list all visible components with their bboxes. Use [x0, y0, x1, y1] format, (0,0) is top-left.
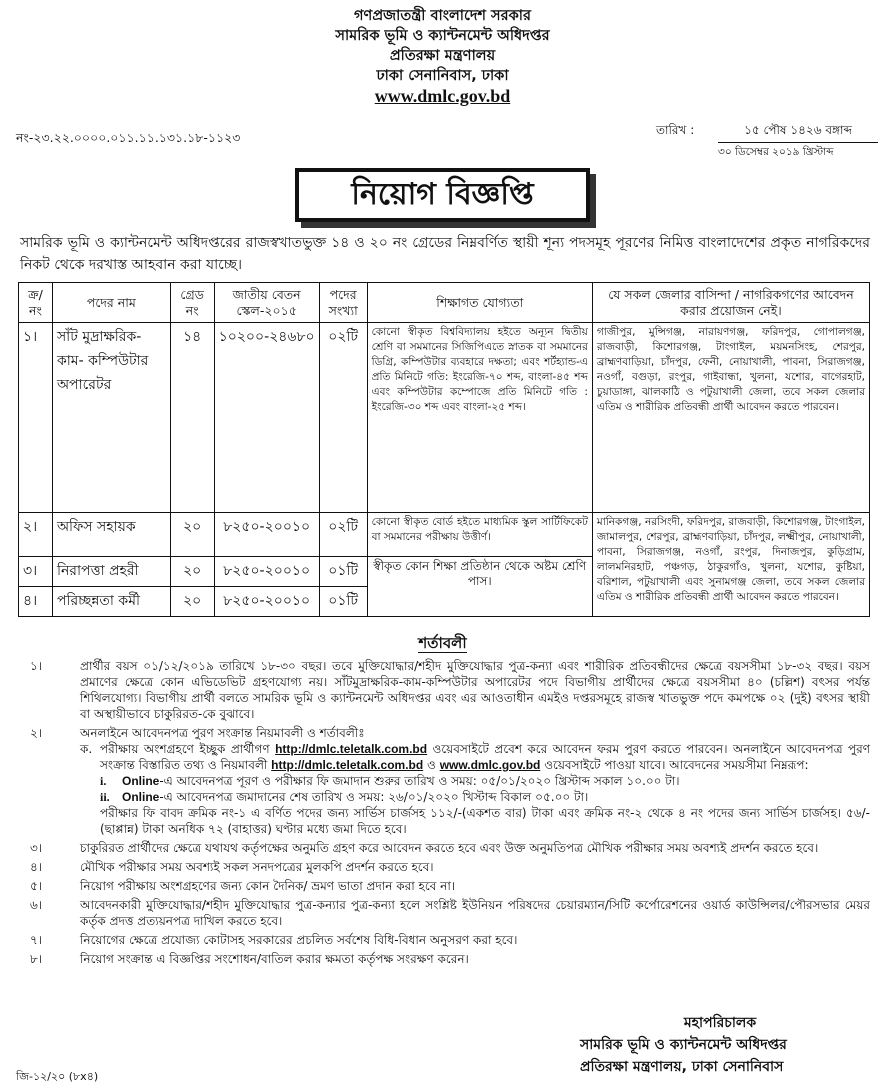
- cell-scale: ৮২৫০-২০০১০: [214, 587, 319, 617]
- sub-item: [80, 741, 870, 837]
- signatory-ministry: প্রতিরক্ষা মন্ত্রণালয়, ঢাকা সেনানিবাস: [580, 1059, 784, 1075]
- govt-title: গণপ্রজাতন্ত্রী বাংলাদেশ সরকার: [354, 8, 531, 24]
- cell-grade: ২০: [170, 513, 214, 557]
- cell-count: ০১টি: [319, 587, 367, 617]
- term-text: নিয়োগের ক্ষেত্রে প্রযোজ্য কোটাসহ সরকারের প্রচলিত সর্বশেষ বিধি-বিধান অনুসরণ করা হবে।: [80, 933, 518, 947]
- col-post-name: পদের নাম: [52, 283, 170, 323]
- term-text: নিয়োগ পরীক্ষায় অংশগ্রহণের জন্য কোন দৈনিক/ ভ্রমণ ভাতা প্রদান করা হবে না।: [80, 879, 456, 893]
- cell-count: ০২টি: [319, 323, 367, 513]
- website-link[interactable]: www.dmlc.gov.bd: [374, 86, 511, 106]
- term-online-rules: [80, 725, 870, 837]
- sub-text: [100, 741, 870, 837]
- cell-districts: মানিকগঞ্জ, নরসিংদী, ফরিদপুর, রাজবাড়ী, কিশোরগঞ্জ, টাংগাইল, জামালপুর, শেরপুর, ব্রাহ্মণবাড়িয়া, চাঁদপুর, লক্ষ্মীপুর, নোয়াখালী, পাবনা, সিরাজগঞ্জ, নওগাঁ, রংপুর, দিনাজপুর, কুড়িগ্রাম, লালমনিরহাট, পঞ্চগড়, ঠাকুরগাঁও, খুলনা, যশোর, কুষ্টিয়া, বরিশাল, পটুয়াখালী এবং সুনামগঞ্জ জেলা, তবে সকল জেলার এতিম ও শারীরিক প্রতিবন্ধী প্রার্থী আবেদন করতে পারবেন।: [592, 513, 869, 617]
- roman-number: ii.: [100, 790, 110, 804]
- cell-qualification: স্বীকৃত কোন শিক্ষা প্রতিষ্ঠান থেকে অষ্টম শ্রেণি পাস।: [367, 557, 592, 617]
- date-english: ৩০ ডিসেম্বর ২০১৯ খ্রিস্টাব্দ: [718, 146, 834, 158]
- cell-qualification: কোনো স্বীকৃত বোর্ড হইতে মাধ্যমিক স্কুল সার্টিফিকেট বা সমমানের পরীক্ষায় উত্তীর্ণ।: [367, 513, 592, 557]
- col-grade: গ্রেড নং: [170, 283, 214, 323]
- terms-title-text: শর্তাবলী: [418, 634, 467, 652]
- cell-grade: ২০: [170, 557, 214, 587]
- text-span: পরীক্ষায় অংশগ্রহণে ইচ্ছুক প্রার্থীগণ: [100, 742, 270, 756]
- schedule-item: [100, 773, 870, 789]
- table-row: [19, 323, 870, 513]
- dmlc-link[interactable]: www.dmlc.gov.bd: [439, 758, 541, 772]
- cell-scale: ১০২০০-২৪৬৮০: [214, 323, 319, 513]
- signature-block: [560, 1012, 880, 1078]
- term-number: ৭।: [30, 933, 43, 947]
- col-serial: ক্র/ নং: [19, 283, 53, 323]
- text-span: ওয়েবসাইটে প্রবেশ করে আবেদন ফরম পুরণ করতে পারবেন। অনলাইনে আবেদনপত্র পুরণ সংক্রান্ত বিস্তারিত তথ্য ও নিয়মাবলী: [100, 742, 870, 772]
- footer-code: জি-১২/২০ (৮x৪): [16, 1070, 99, 1083]
- ministry-name: প্রতিরক্ষা মন্ত্রণালয়: [389, 48, 496, 64]
- department-name: সামরিক ভূমি ও ক্যান্টনমেন্ট অধিদপ্তর: [335, 28, 550, 44]
- col-qualification: শিক্ষাগত যোগ্যতা: [367, 283, 592, 323]
- cell-serial: ৪।: [19, 587, 53, 617]
- term-number: ৫।: [30, 879, 43, 893]
- term-item: [30, 725, 870, 837]
- term-item: [30, 951, 870, 967]
- cell-scale: ৮২৫০-২০০১০: [214, 513, 319, 557]
- term-heading: অনলাইনে আবেদনপত্র পুরণ সংক্রান্ত নিয়মাবলী ও শর্তাবলীঃ: [80, 726, 365, 740]
- cell-post: নিরাপত্তা প্রহরী: [52, 557, 170, 587]
- fee-text: পরীক্ষার ফি বাবদ ক্রমিক নং-১ এ বর্ণিত পদের জন্য সার্ভিস চার্জসহ ১১২/-(একশত বার) টাকা এবং ক্রমিক নং-২ থেকে ৪ নং পদের জন্য সার্ভিস চার্জসহ। ৫৬/-(ছাপ্পান্ন) টাকা অনধিক ৭২ (বাহাত্তর) ঘণ্টার মধ্যে জমা দিতে হবে।: [100, 806, 870, 836]
- term-item: [30, 878, 870, 894]
- posts-table: [18, 282, 870, 617]
- cell-qualification: কোনো স্বীকৃত বিশ্ববিদ্যালয় হইতে অন্যূন দ্বিতীয় শ্রেণি বা সমমানের সিজিপিএতে স্নাতক বা সমমানের ডিগ্রি, কম্পিউটার ব্যবহারে দক্ষতা; এবং শর্টহ্যান্ড-এ প্রতি মিনিটে গতি: ইংরেজি-৭০ শব্দ, বাংলা-৪৫ শব্দ এবং কম্পিউটার কম্পোজে প্রতি মিনিটে গতি : ইংরেজি-৩০ শব্দ এবং বাংলা-২৫ শব্দ।: [367, 323, 592, 513]
- header: [0, 6, 885, 106]
- online-label: Online: [122, 774, 160, 788]
- term-item: [30, 859, 870, 875]
- cell-count: ০২টি: [319, 513, 367, 557]
- schedule-item: [100, 789, 870, 805]
- text-span: -এ আবেদনপত্র পূরণ ও পরীক্ষার ফি জমাদান শুরুর তারিখ ও সময়: ০৫/০১/২০২০ খ্রিস্টাব্দ সকাল ১০.০০ টা।: [159, 774, 680, 788]
- term-text: নিয়োগ সংক্রান্ত এ বিজ্ঞপ্তির সংশোধন/বাতিল করার ক্ষমতা কর্তৃপক্ষ সংরক্ষণ করেন।: [80, 952, 469, 966]
- cell-serial: ৩।: [19, 557, 53, 587]
- col-post-count: পদের সংখ্যা: [319, 283, 367, 323]
- col-excluded-districts: যে সকল জেলার বাসিন্দা / নাগরিকগণের আবেদন করার প্রয়োজন নেই।: [592, 283, 869, 323]
- date-bangla: ১৫ পৌষ ১৪২৬ বঙ্গাব্দ: [718, 122, 878, 143]
- cell-serial: ২।: [19, 513, 53, 557]
- cell-post: পরিচ্ছন্নতা কর্মী: [52, 587, 170, 617]
- term-number: ৮।: [30, 952, 43, 966]
- cell-post: অফিস সহায়ক: [52, 513, 170, 557]
- term-number: ৬।: [30, 898, 43, 912]
- memo-number: নং-২৩.২২.০০০০.০১১.১১.১৩১.১৮-১১২৩: [16, 130, 241, 145]
- cell-grade: ১৪: [170, 323, 214, 513]
- term-text: চাকুরিরত প্রার্থীদের ক্ষেত্রে যথাযথ কর্তৃপক্ষের অনুমতি গ্রহণ করে আবেদন করতে হবে এবং উক্ত অনুমতিপত্র মৌখিক পরীক্ষার সময় অবশ্যই প্রদর্শন করতে হবে।: [80, 841, 819, 855]
- teletalk-link[interactable]: http://dmlc.teletalk.com.bd: [271, 758, 424, 772]
- term-number: ৪।: [30, 860, 43, 874]
- cell-grade: ২০: [170, 587, 214, 617]
- text-span: -এ আবেদনপত্র জমাদানের শেষ তারিখ ও সময়: ২৬/০১/২০২০ খিস্টাব্দ বিকাল ০৫.০০ টা।: [159, 790, 589, 804]
- term-number: ৩।: [30, 841, 43, 855]
- text-span: ও: [427, 758, 436, 772]
- teletalk-link[interactable]: http://dmlc.teletalk.com.bd: [275, 742, 428, 756]
- sub-number: ক.: [80, 742, 93, 756]
- term-item: [30, 658, 870, 722]
- text-span: ওয়েবসাইটে পাওয়া যাবে। আবেদনের সময়সীমা নিম্নরূপ:: [544, 758, 809, 772]
- term-text: আবেদনকারী মুক্তিযোদ্ধার/শহীদ মুক্তিযোদ্ধার পুত্র-কন্যার পুত্র-কন্যা হলে সংশ্লিষ্ট ইউনিয়ন পরিষদের চেয়ারম্যান/সিটি কর্পোরেশনের ওয়ার্ড কাউন্সিলর/পৌরসভার মেয়র কর্তৃক প্রদত্ত প্রত্যয়নপত্র দাখিল করতে হবে।: [80, 898, 870, 928]
- signatory-title: মহাপরিচালক: [683, 1015, 757, 1031]
- schedule-text: [122, 789, 870, 805]
- date-label: তারিখ :: [656, 123, 695, 137]
- term-number: ২।: [30, 726, 43, 740]
- notice-banner: নিয়োগ বিজ্ঞপ্তি: [295, 168, 590, 222]
- term-item: [30, 840, 870, 856]
- terms-title: [0, 632, 885, 657]
- table-row: [19, 513, 870, 557]
- cell-post: সাঁট মুদ্রাক্ষরিক-কাম- কম্পিউটার অপারেটর: [52, 323, 170, 513]
- date-block: [656, 122, 878, 162]
- cell-count: ০১টি: [319, 557, 367, 587]
- term-text: প্রার্থীর বয়স ০১/১২/২০১৯ তারিখে ১৮-৩০ বছর। তবে মুক্তিযোদ্ধার/শহীদ মুক্তিযোদ্ধার পুত্র-কন্যা এবং শারীরিক প্রতিবন্ধীদের ক্ষেত্রে বয়সসীমা ১৮-৩২ বছর। বয়স প্রমাণের ক্ষেত্রে কোন এভিডেভিট গ্রহণযোগ্য নয়। সাঁটমুদ্রাক্ষরিক-কাম-কম্পিউটার অপারেটর পদে বিভাগীয় প্রার্থীদের ক্ষেত্রে বয়সসীমা ৪০ (চল্লিশ) বৎসর পর্যন্ত শিথিলযোগ্য। বিভাগীয় প্রার্থী বলতে সামরিক ভূমি ও ক্যান্টনমেন্ট অধিদপ্তর এবং এর আওতাধীন এমইও দপ্তরসমূহে রাজস্ব খাতভুক্ত পদে কমপক্ষে ০২ (দুই) বৎসর স্থায়ী বা অস্থায়ীভাবে চাকুরিরত-কে বুঝাবে।: [80, 659, 870, 721]
- schedule-text: [122, 773, 870, 789]
- terms-list: [30, 658, 870, 970]
- term-item: [30, 932, 870, 948]
- cell-serial: ১।: [19, 323, 53, 513]
- intro-paragraph: সামরিক ভূমি ও ক্যান্টনমেন্ট অধিদপ্তরের রাজস্বখাতভুক্ত ১৪ ও ২০ নং গ্রেডের নিম্নবর্ণিত স্থায়ী শূন্য পদসমূহ পূরণের নিমিত্ত বাংলাদেশের প্রকৃত নাগরিকদের নিকট থেকে দরখাস্ত আহবান করা যাচ্ছে।: [20, 235, 870, 273]
- cell-scale: ৮২৫০-২০০১০: [214, 557, 319, 587]
- cell-districts: গাজীপুর, মুন্সিগঞ্জ, নারায়ণগঞ্জ, ফরিদপুর, গোপালগঞ্জ, রাজবাড়ী, কিশোরগঞ্জ, টাংগাইল, ময়মনসিংহ, শেরপুর, ব্রাহ্মণবাড়িয়া, চাঁদপুর, ফেনী, নোয়াখালী, পাবনা, সিরাজগঞ্জ, নওগাঁ, বগুড়া, রংপুর, গাইবান্ধা, খুলনা, যশোর, বাগেরহাট, চুয়াডাঙ্গা, ঝালকাঠি ও পটুয়াখালী জেলা, তবে সকল জেলার এতিম ও শারীরিক প্রতিবন্ধী প্রার্থী আবেদন করতে পারবেন।: [592, 323, 869, 513]
- roman-number: i.: [100, 774, 107, 788]
- term-item: [30, 897, 870, 929]
- signatory-department: সামরিক ভূমি ও ক্যান্টনমেন্ট অধিদপ্তর: [580, 1037, 787, 1053]
- col-pay-scale: জাতীয় বেতন স্কেল-২০১৫: [214, 283, 319, 323]
- term-number: ১।: [30, 659, 43, 673]
- online-label: Online: [122, 790, 160, 804]
- table-header-row: [19, 283, 870, 323]
- term-text: মৌখিক পরীক্ষার সময় অবশ্যই সকল সনদপত্রের মুলকপি প্রদর্শন করতে হবে।: [80, 860, 434, 874]
- location: ঢাকা সেনানিবাস, ঢাকা: [376, 68, 509, 84]
